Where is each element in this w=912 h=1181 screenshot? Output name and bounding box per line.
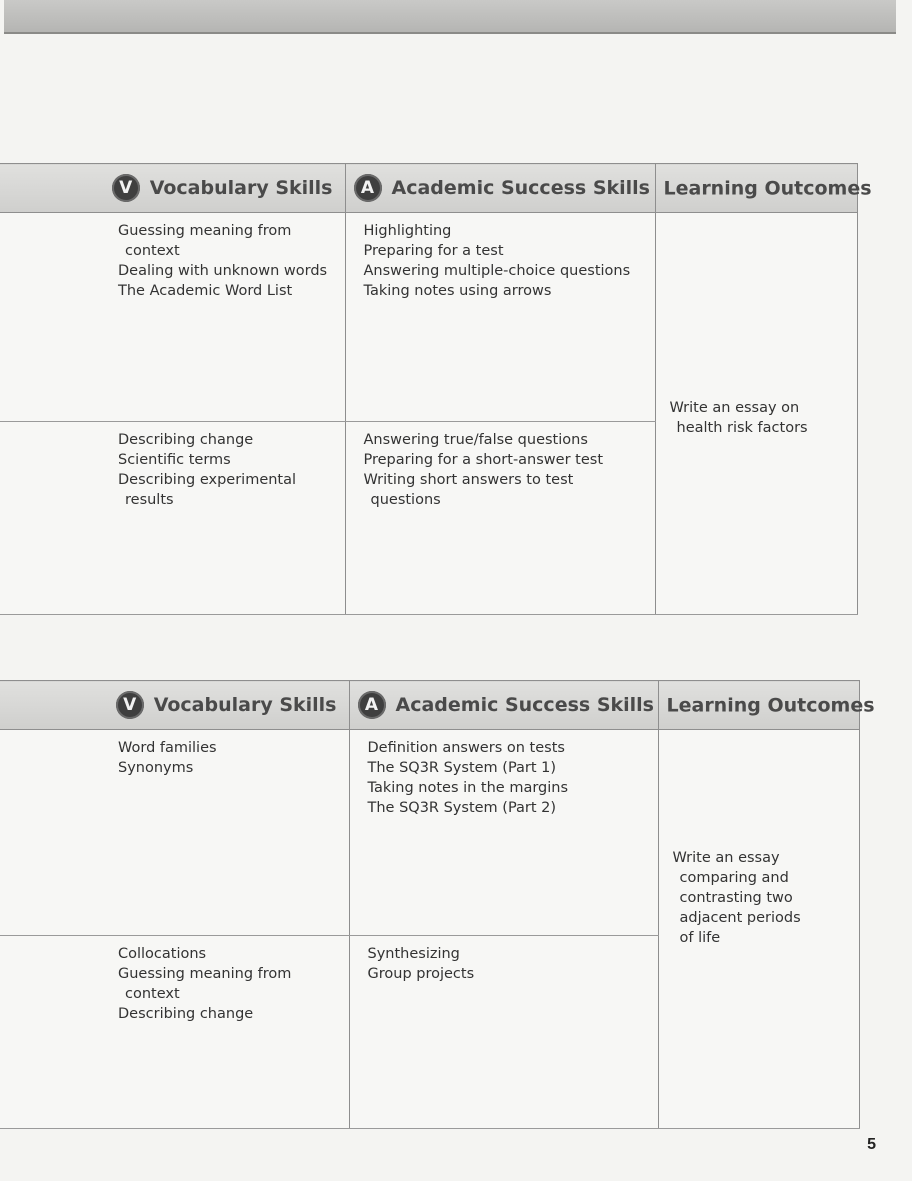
list-item: context — [125, 243, 180, 259]
page-number: 5 — [867, 1136, 876, 1153]
list-item: The Academic Word List — [118, 283, 293, 299]
top-decorative-band — [4, 0, 896, 34]
vocabulary-cell — [0, 936, 349, 1129]
list-item: Answering true/false questions — [363, 432, 588, 448]
list-item: Word families — [118, 740, 217, 756]
header-learning-outcomes — [655, 164, 872, 213]
outcome-line: of life — [679, 930, 721, 946]
outcome-line: Write an essay — [672, 850, 780, 866]
list-item: Collocations — [118, 946, 207, 962]
list-item: The SQ3R System (Part 2) — [367, 800, 557, 816]
list-item: Taking notes using arrows — [363, 283, 552, 299]
header-label: Academic Success Skills — [395, 694, 654, 716]
table-row — [0, 213, 857, 422]
vocabulary-cell — [0, 213, 345, 422]
list-item: Writing short answers to test — [363, 472, 574, 488]
header-vocabulary-skills — [0, 164, 345, 213]
academic-cell — [345, 422, 655, 615]
vocabulary-badge-icon: V — [112, 174, 140, 202]
table-header-row — [0, 681, 859, 730]
header-label: Vocabulary Skills — [153, 694, 337, 716]
list-item: Taking notes in the margins — [367, 780, 569, 796]
academic-badge-icon: A — [354, 174, 382, 202]
academic-badge-icon: A — [358, 691, 386, 719]
list-item: Definition answers on tests — [367, 740, 565, 756]
list-item: Group projects — [367, 966, 475, 982]
list-item: Synonyms — [118, 760, 194, 776]
list-item: The SQ3R System (Part 1) — [367, 760, 557, 776]
outcome-line: health risk factors — [676, 419, 808, 436]
skills-table-2 — [0, 680, 875, 1129]
header-learning-outcomes — [658, 681, 875, 730]
list-item: context — [125, 986, 180, 1002]
list-item: Describing experimental — [118, 472, 297, 488]
header-label: Vocabulary Skills — [149, 177, 333, 199]
list-item: Guessing meaning from — [118, 966, 292, 982]
vocabulary-cell — [0, 422, 345, 615]
header-vocabulary-skills — [0, 681, 349, 730]
list-item: Describing change — [118, 432, 254, 448]
header-label: Learning Outcomes — [666, 694, 875, 717]
list-item: results — [125, 492, 174, 508]
learning-outcome-cell — [658, 730, 859, 1129]
table-row — [0, 730, 859, 936]
learning-outcome-cell — [655, 213, 857, 615]
list-item: Preparing for a short-answer test — [363, 452, 603, 468]
table-header-row — [0, 164, 857, 213]
vocabulary-cell — [0, 730, 349, 936]
list-item: questions — [370, 492, 441, 508]
academic-cell — [349, 730, 658, 936]
outcome-line: adjacent periods — [679, 910, 801, 926]
outcome-line: comparing and — [679, 870, 789, 886]
list-item: Preparing for a test — [363, 243, 504, 259]
skills-table-1 — [0, 163, 872, 615]
header-academic-success-skills — [349, 681, 658, 730]
list-item: Guessing meaning from — [118, 223, 292, 239]
list-item: Highlighting — [363, 223, 452, 239]
academic-cell — [349, 936, 658, 1129]
outcome-line: Write an essay on — [669, 399, 800, 416]
list-item: Scientific terms — [118, 452, 231, 468]
outcome-line: contrasting two — [679, 890, 793, 906]
academic-cell — [345, 213, 655, 422]
header-academic-success-skills — [345, 164, 655, 213]
header-label: Academic Success Skills — [391, 177, 650, 199]
vocabulary-badge-icon: V — [116, 691, 144, 719]
list-item: Answering multiple-choice questions — [363, 263, 631, 279]
header-label: Learning Outcomes — [663, 177, 872, 200]
list-item: Dealing with unknown words — [118, 263, 328, 279]
list-item: Synthesizing — [367, 946, 460, 962]
list-item: Describing change — [118, 1006, 254, 1022]
